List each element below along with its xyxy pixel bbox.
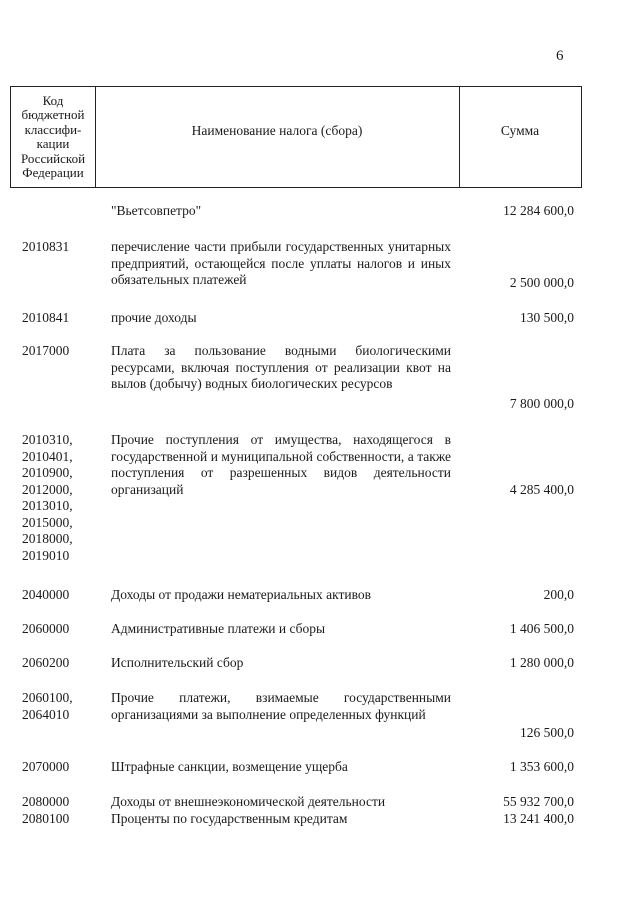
row-code-line: 2080100	[22, 811, 70, 826]
row-name: "Вьетсовпетро"	[111, 203, 202, 218]
row-amount: 1 280 000,0	[509, 655, 574, 670]
page-number: 6	[556, 48, 564, 64]
row-name: Административные платежи и сборы	[111, 621, 326, 636]
row-code-line: 2010841	[22, 310, 70, 325]
row-code-line: 2070000	[22, 759, 70, 774]
row-code	[22, 794, 106, 811]
row-name: Прочие поступления от имущества, находящегося в государственной и муниципальной собственности, а также поступления от разрешенных видов деятельности организаций	[111, 432, 451, 497]
row-code	[22, 239, 106, 256]
row-name: Доходы от продажи нематериальных активов	[111, 587, 372, 602]
row-code-line: 2040000	[22, 587, 70, 602]
row-name: Прочие платежи, взимаемые государственными организациями за выполнение определенных функций	[111, 690, 451, 722]
header-code-line: кации	[36, 136, 70, 151]
row-code-line: 2010401,	[22, 448, 73, 464]
row-code	[22, 432, 106, 564]
row-amount: 4 285 400,0	[509, 482, 574, 497]
row-amount: 55 932 700,0	[503, 794, 574, 809]
row-code	[22, 690, 106, 723]
row-code	[22, 655, 106, 672]
row-amount: 13 241 400,0	[503, 811, 574, 826]
header-code-line: классифи-	[24, 121, 82, 137]
row-code	[22, 759, 106, 776]
header-code-cell	[11, 87, 96, 187]
row-code-line: 2080000	[22, 794, 70, 809]
row-code	[22, 621, 106, 638]
row-code-line: 2013010,	[22, 498, 73, 513]
row-code-line: 2012000,	[22, 481, 73, 497]
row-amount: 126 500,0	[520, 725, 574, 740]
row-code-line: 2010310,	[22, 432, 73, 447]
row-amount: 1 406 500,0	[509, 621, 574, 636]
header-name-cell	[95, 87, 460, 187]
row-amount: 12 284 600,0	[503, 203, 574, 218]
header-amount-cell	[459, 87, 581, 187]
header-code-line: Российской	[20, 150, 86, 166]
row-code	[22, 310, 106, 327]
row-code-line: 2060200	[22, 655, 70, 670]
row-code-line: 2015000,	[22, 514, 73, 530]
header-code-line: Федерации	[22, 165, 84, 180]
row-amount: 130 500,0	[520, 310, 574, 325]
row-code-line: 2060100,	[22, 690, 73, 705]
row-code-line: 2019010	[22, 547, 70, 563]
row-code-line: 2017000	[22, 343, 70, 358]
row-name: Проценты по государственным кредитам	[111, 811, 348, 826]
table-header	[10, 86, 582, 188]
header-amount-label: Сумма	[500, 123, 540, 138]
row-amount: 200,0	[543, 587, 574, 602]
row-code-line: 2010900,	[22, 465, 73, 480]
header-code-line: Код	[42, 92, 64, 108]
header-code-line: бюджетной	[21, 107, 85, 122]
row-name: Доходы от внешнеэкономической деятельности	[111, 794, 386, 809]
row-code	[22, 811, 106, 828]
row-code-line: 2010831	[22, 239, 70, 254]
row-amount: 7 800 000,0	[509, 396, 574, 411]
row-name: Исполнительский сбор	[111, 655, 244, 670]
row-amount: 2 500 000,0	[509, 275, 574, 290]
row-amount: 1 353 600,0	[509, 759, 574, 774]
row-code-line: 2064010	[22, 706, 70, 722]
row-name: Плата за пользование водными биологическими ресурсами, включая поступления от реализации квот на вылов (добычу) водных биологических ресурсов	[111, 343, 451, 391]
row-name: Штрафные санкции, возмещение ущерба	[111, 759, 348, 774]
header-name-label: Наименование налога (сбора)	[191, 123, 363, 138]
row-name: прочие доходы	[111, 310, 197, 325]
row-name: перечисление части прибыли государственных унитарных предприятий, остающейся после уплаты налогов и иных обязательных платежей	[111, 239, 451, 287]
row-code	[22, 587, 106, 604]
row-code-line: 2060000	[22, 621, 70, 636]
row-code-line: 2018000,	[22, 531, 73, 546]
row-code	[22, 343, 106, 360]
